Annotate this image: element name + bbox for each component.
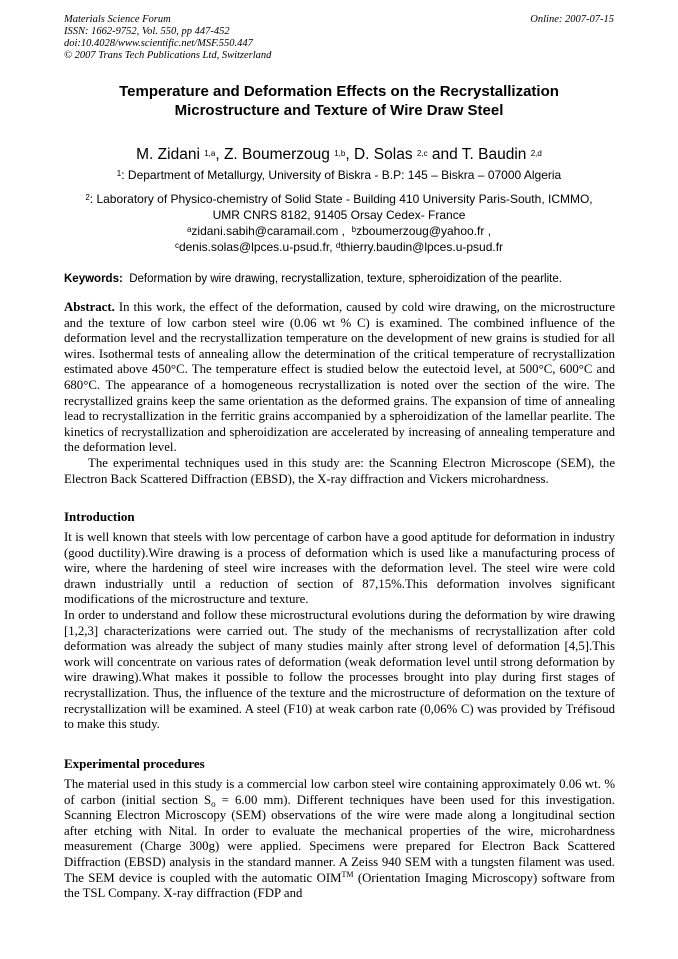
author-name: T. Baudin: [461, 146, 527, 163]
email-link[interactable]: zboumerzoug@yahoo.fr ,: [356, 224, 492, 238]
author-name: D. Solas: [353, 146, 413, 163]
affiliation-1: [64, 167, 614, 183]
email-mark: b: [351, 225, 357, 234]
affiliation-text: : Laboratory of Physico-chemistry of Solid State - Building 410 University Paris-South, ICMMO,: [89, 192, 593, 206]
author-affiliation-mark: 1,b: [334, 149, 346, 158]
author-list: [64, 145, 614, 165]
author-separator: ,: [215, 146, 224, 163]
experimental-paragraph: [64, 777, 615, 902]
paper-title: [64, 82, 614, 120]
email-link[interactable]: denis.solas@lpces.u-psud.fr,: [178, 240, 333, 254]
introduction-paragraph-2: In order to understand and follow these microstructural evolutions during the deformation by wire drawing [1,2,3] characterizations were carried out. The study of the mechanisms of recrystallization after cold deformation was already the subject of many studies mainly after strong level of deformation [4,5].This work will concentrate on various rates of deformation (weak deformation level until strong deformation by wire drawing).What makes it possible to follow the processes brought into play during first stages of recrystallization. Thus, the influence of the texture and the microstructure of deformation on the texture of recrystallization will be examined. A steel (F10) at weak carbon rate (0,06% C) was provided by Tréfisoud to make this study.: [64, 608, 615, 732]
author-affiliation-mark: 2,c: [416, 149, 428, 158]
copyright-line: © 2007 Trans Tech Publications Ltd, Switzerland: [64, 50, 272, 61]
author-separator: ,: [345, 146, 354, 163]
keywords-text: Deformation by wire drawing, recrystallization, texture, spheroidization of the pearlite.: [129, 273, 562, 285]
experimental-text: (Orientation Imaging Microscopy) software from the TSL Company. X-ray diffraction (FDP and: [64, 870, 615, 901]
author-separator: and: [427, 146, 462, 163]
email-link[interactable]: zidani.sabih@caramail.com ,: [191, 224, 345, 238]
affiliation-number: 2: [85, 193, 90, 202]
online-date: Online: 2007-07-15: [530, 14, 614, 25]
affiliation-number: 1: [116, 169, 122, 178]
author-name: M. Zidani: [136, 146, 200, 163]
issn-line: ISSN: 1662-9752, Vol. 550, pp 447-452: [64, 26, 230, 37]
abstract-paragraph: [64, 300, 615, 456]
keywords-label: Keywords:: [64, 273, 123, 285]
author-affiliation-mark: 2,d: [530, 149, 542, 158]
experimental-text: The material used in this study is a commercial low carbon steel wire containing approximately 0.06 wt. % of carbon (initial section S: [64, 777, 615, 807]
section-heading-introduction: Introduction: [64, 509, 135, 524]
affiliation-2: [64, 191, 614, 223]
author-affiliation-mark: 1,a: [204, 149, 216, 158]
abstract-paragraph-2: The experimental techniques used in this study are: the Scanning Electron Microscope (SEM), the Electron Back Scattered Diffraction (EBSD), the X-ray diffraction and Vickers microhardness.: [64, 456, 615, 486]
email-link[interactable]: thierry.baudin@lpces.u-psud.fr: [340, 240, 504, 254]
journal-name: Materials Science Forum: [64, 14, 171, 25]
author-name: Z. Boumerzoug: [223, 146, 330, 163]
abstract-text: In this work, the effect of the deformation, caused by cold wire drawing, on the microstructure and the texture of low carbon steel wire (0.06 wt % C) is examined. The combined influence of the deformation level and the recrystallization temperature on the development of new grains is studied for all wires. Isothermal tests of annealing allow the determination of the critical temperature of recrystallization estimated above 450°C. The temperature effect is studied below the eutectoid level, at 500°C, 600°C and 680°C. The appearance of a homogeneous recrystallization is noted over the section of the wire. The recrystallized grains keep the same orientation as the deformed grains. The expansion of time of annealing lead to recrystallization in the ferritic grains accompanied by a spheroidization of the lamellar pearlite. The kinetics of recrystallization and spheroidization are accelerated by increasing of annealing temperature and the deformation level.: [64, 300, 615, 455]
subscript-o: o: [211, 798, 216, 809]
affiliation-text: UMR CNRS 8182, 91405 Orsay Cedex- France: [212, 208, 466, 222]
abstract-label: Abstract.: [64, 300, 115, 314]
email-mark: d: [335, 241, 341, 250]
section-heading-experimental: Experimental procedures: [64, 756, 205, 771]
affiliation-text: : Department of Metallurgy, University of Biskra - B.P: 145 – Biskra – 07000 Algeria: [121, 168, 562, 182]
email-mark: c: [174, 241, 179, 250]
title-line-1: Temperature and Deformation Effects on the Recrystallization: [119, 83, 559, 100]
experimental-text: = 6.00 mm). Different techniques have been used for this investigation. Scanning Electron Microscopy (SEM) observations of the wire were made along a longitudinal section after etching with Nital. In order to evaluate the mechanical properties of the wire, microhardness measurement (Charge 300g) were applied. Specimens were prepared for Electron Back Scattered Diffraction (EBSD) analysis in the standard manner. A Zeiss 940 SEM with a tungsten filament was used. The SEM device is coupled with the automatic OIM: [64, 792, 615, 885]
keywords: [64, 271, 616, 287]
journal-header: [64, 14, 271, 62]
doi-line: doi:10.4028/www.scientific.net/MSF.550.447: [64, 38, 253, 49]
trademark-superscript: TM: [341, 869, 354, 879]
introduction-paragraph-1: It is well known that steels with low percentage of carbon have a good aptitude for deformation in industry (good ductility).Wire drawing is a process of deformation which is used like a manufacturing process of wire, where the hardening of steel wire increases with the deformation level. The steel wire were cold drawn industrially until a reduction of section of 87,15%.This deformation involves significant modifications of the microstructure and texture.: [64, 530, 615, 607]
email-mark: a: [186, 225, 192, 234]
author-emails: [64, 223, 614, 255]
title-line-2: Microstructure and Texture of Wire Draw Steel: [174, 102, 504, 119]
